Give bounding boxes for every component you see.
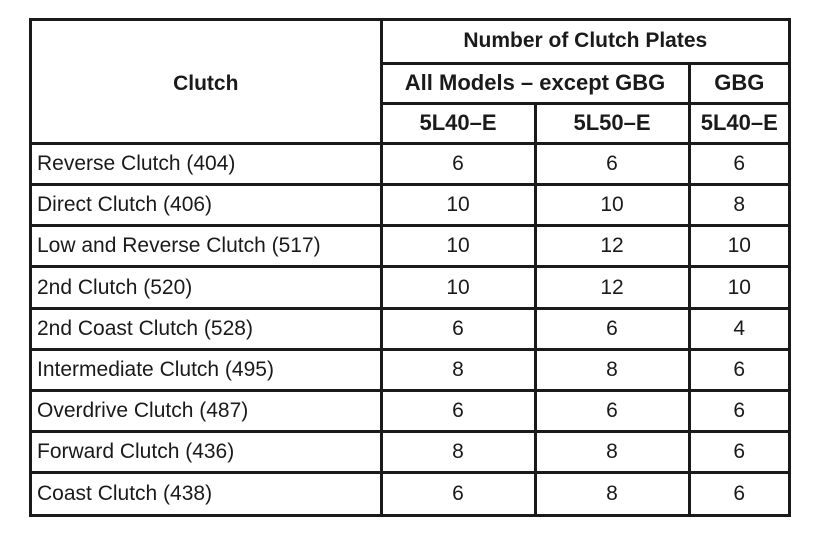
table-row — [32, 473, 788, 514]
header-col-5l50e: 5L50–E — [535, 103, 689, 143]
row-clutch-name: 2nd Clutch (520) — [32, 267, 381, 308]
table-row — [32, 349, 788, 390]
clutch-plates-table — [32, 21, 788, 514]
row-value-gbg-5l40e: 6 — [689, 349, 788, 390]
table-row — [32, 143, 788, 184]
row-value-gbg-5l40e: 6 — [689, 143, 788, 184]
header-gbg: GBG — [689, 63, 788, 103]
row-value-5l40e: 10 — [381, 267, 535, 308]
header-row-1 — [32, 21, 788, 63]
header-all-models-except-gbg: All Models – except GBG — [381, 63, 689, 103]
clutch-plates-table-frame — [29, 18, 791, 517]
row-value-5l50e: 6 — [535, 308, 689, 349]
table-row — [32, 308, 788, 349]
row-clutch-name: Direct Clutch (406) — [32, 185, 381, 226]
header-number-of-clutch-plates: Number of Clutch Plates — [381, 21, 788, 63]
row-value-5l50e: 8 — [535, 349, 689, 390]
row-value-5l40e: 6 — [381, 390, 535, 431]
row-value-gbg-5l40e: 6 — [689, 473, 788, 514]
row-value-5l40e: 10 — [381, 226, 535, 267]
table-row — [32, 185, 788, 226]
header-clutch: Clutch — [32, 21, 381, 143]
row-value-5l40e: 6 — [381, 473, 535, 514]
row-value-5l40e: 10 — [381, 185, 535, 226]
row-value-gbg-5l40e: 4 — [689, 308, 788, 349]
row-clutch-name: Forward Clutch (436) — [32, 432, 381, 473]
row-value-5l50e: 6 — [535, 143, 689, 184]
row-value-5l50e: 6 — [535, 390, 689, 431]
row-value-5l40e: 8 — [381, 349, 535, 390]
row-value-5l50e: 12 — [535, 226, 689, 267]
header-col-gbg-5l40e: 5L40–E — [689, 103, 788, 143]
row-value-gbg-5l40e: 10 — [689, 267, 788, 308]
row-value-5l50e: 8 — [535, 432, 689, 473]
table-row — [32, 390, 788, 431]
row-value-5l40e: 6 — [381, 143, 535, 184]
row-value-5l40e: 6 — [381, 308, 535, 349]
row-clutch-name: Intermediate Clutch (495) — [32, 349, 381, 390]
row-value-5l50e: 10 — [535, 185, 689, 226]
row-clutch-name: Reverse Clutch (404) — [32, 143, 381, 184]
row-clutch-name: Low and Reverse Clutch (517) — [32, 226, 381, 267]
row-value-gbg-5l40e: 10 — [689, 226, 788, 267]
table-row — [32, 226, 788, 267]
row-value-gbg-5l40e: 6 — [689, 390, 788, 431]
row-value-gbg-5l40e: 8 — [689, 185, 788, 226]
row-clutch-name: Overdrive Clutch (487) — [32, 390, 381, 431]
table-row — [32, 432, 788, 473]
row-value-5l50e: 12 — [535, 267, 689, 308]
table-row — [32, 267, 788, 308]
row-value-5l50e: 8 — [535, 473, 689, 514]
row-clutch-name: Coast Clutch (438) — [32, 473, 381, 514]
header-col-5l40e: 5L40–E — [381, 103, 535, 143]
row-clutch-name: 2nd Coast Clutch (528) — [32, 308, 381, 349]
row-value-5l40e: 8 — [381, 432, 535, 473]
row-value-gbg-5l40e: 6 — [689, 432, 788, 473]
